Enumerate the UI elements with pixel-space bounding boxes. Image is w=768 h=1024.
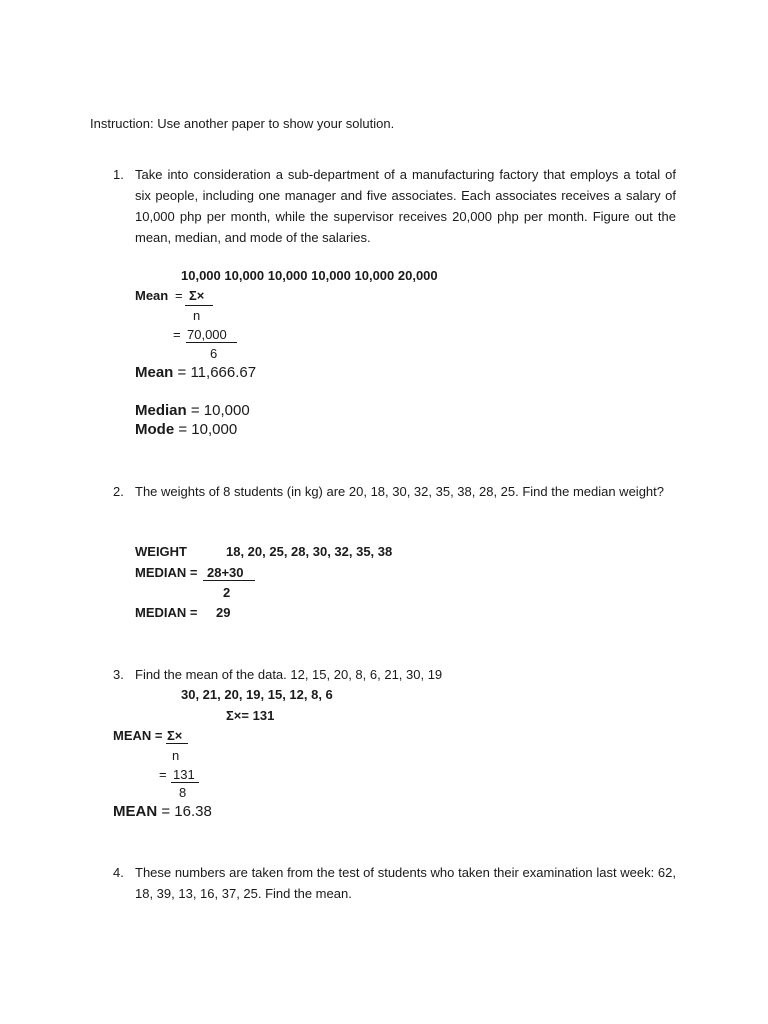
q1-mean-result-eq: = bbox=[177, 364, 187, 381]
q1-median-result bbox=[135, 403, 250, 419]
q3-eq: = bbox=[159, 767, 167, 782]
q2-median-result: 29 bbox=[216, 605, 231, 620]
q3-n: n bbox=[172, 748, 180, 763]
q4-number: 4. bbox=[113, 865, 124, 880]
q1-mean-label: Mean bbox=[135, 288, 169, 303]
q3-sum-line bbox=[226, 708, 274, 724]
q1-mode-eq: = bbox=[178, 421, 188, 438]
q1-number: 1. bbox=[113, 167, 124, 182]
q3-text: Find the mean of the data. 12, 15, 20, 8, 6, 21, 30, 19 bbox=[135, 667, 443, 682]
q1-mean-eq: = bbox=[175, 288, 183, 303]
q1-sum: 70,000 bbox=[187, 327, 227, 342]
q1-median-eq: = bbox=[190, 402, 200, 419]
q2-median-denominator: 2 bbox=[223, 585, 231, 600]
q1-mode-value: 10,000 bbox=[191, 421, 238, 438]
q3-fraction-bar-1 bbox=[166, 743, 188, 744]
q1-mean-result-label: Mean bbox=[135, 364, 174, 381]
q1-median-value: 10,000 bbox=[203, 402, 250, 419]
q3-number: 3. bbox=[113, 667, 124, 682]
q3-sum-label: Σ×= bbox=[226, 708, 249, 723]
q3-mean-result-label: MEAN bbox=[113, 803, 158, 820]
q3-numerator: 131 bbox=[173, 767, 195, 782]
q3-mean-result-eq: = bbox=[161, 803, 171, 820]
q2-median-label-2: MEDIAN = bbox=[135, 605, 198, 620]
q2-weight-label: WEIGHT bbox=[135, 544, 187, 559]
q1-fraction-bar-2 bbox=[186, 342, 237, 343]
q3-mean-result bbox=[113, 804, 212, 820]
q1-sigma-x: Σ× bbox=[189, 288, 205, 303]
q3-fraction-bar-2 bbox=[171, 782, 199, 783]
q1-mode-result bbox=[135, 422, 237, 438]
q1-mean-result bbox=[135, 365, 256, 381]
q2-median-numerator: 28+30 bbox=[207, 565, 244, 580]
q1-mean-result-value: 11,666.67 bbox=[190, 364, 257, 381]
instruction-line: Instruction: Use another paper to show your solution. bbox=[90, 116, 395, 131]
q3-sum-value: 131 bbox=[252, 708, 275, 723]
q3-sorted-values: 30, 21, 20, 19, 15, 12, 8, 6 bbox=[181, 687, 333, 702]
q2-fraction-bar bbox=[203, 580, 255, 581]
q1-mode-label: Mode bbox=[135, 421, 175, 438]
q3-denominator: 8 bbox=[179, 785, 187, 800]
q2-text: The weights of 8 students (in kg) are 20, 18, 30, 32, 35, 38, 28, 25. Find the median weight? bbox=[135, 484, 664, 499]
q3-mean-label: MEAN = bbox=[113, 728, 163, 743]
q4-text: These numbers are taken from the test of students who taken their examination last week: 62, 18, 39, 13, 16, 37, 25. Find the mean. bbox=[135, 865, 676, 901]
q1-text: Take into consideration a sub-department of a manufacturing factory that employs a total of six people, including one manager and five associates. Each associates receives a salary of 10,000 php per month, while the supervisor receives 20,000 php per month. Figure out the mean, median, and mode of the salaries. bbox=[135, 167, 676, 245]
q1-data-row: 10,000 10,000 10,000 10,000 10,000 20,000 bbox=[181, 268, 438, 283]
q1-eq-2: = bbox=[173, 327, 181, 342]
q2-number: 2. bbox=[113, 484, 124, 499]
q2-median-label: MEDIAN = bbox=[135, 565, 198, 580]
q3-mean-result-value: 16.38 bbox=[174, 803, 212, 820]
q2-weight-values: 18, 20, 25, 28, 30, 32, 35, 38 bbox=[226, 544, 393, 559]
q1-fraction-bar-1 bbox=[185, 305, 213, 306]
q1-median-label: Median bbox=[135, 402, 187, 419]
q1-n: n bbox=[193, 308, 201, 323]
q3-sigma-x: Σ× bbox=[167, 728, 183, 743]
q1-count: 6 bbox=[210, 346, 218, 361]
